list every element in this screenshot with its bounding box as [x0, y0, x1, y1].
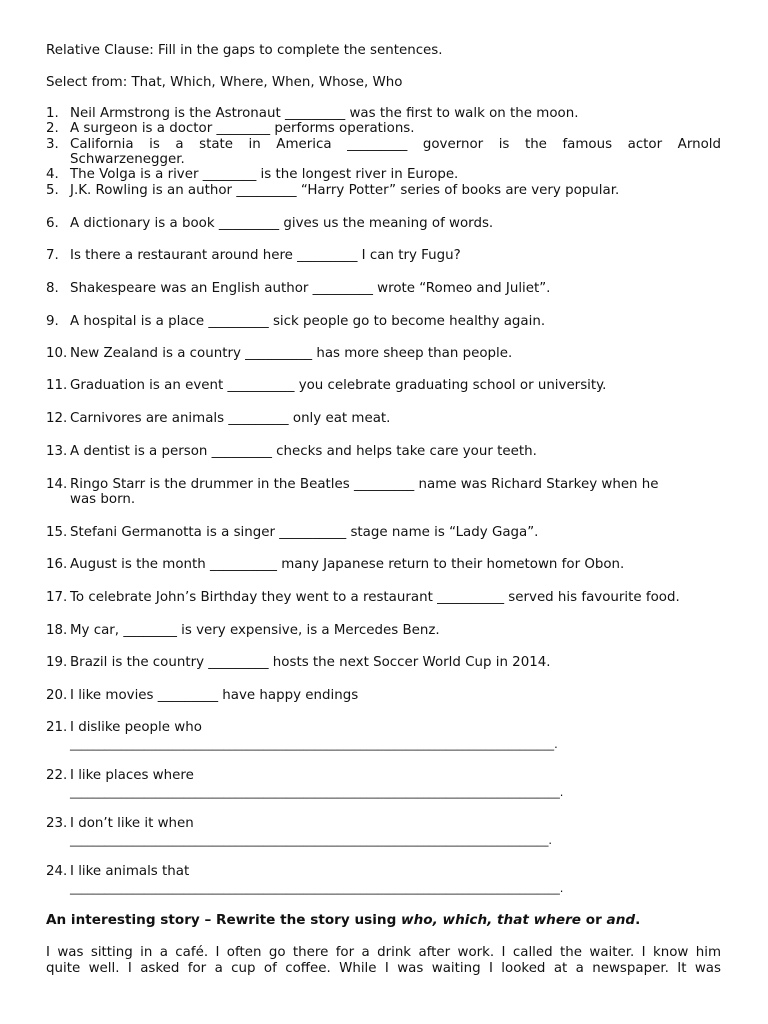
item-number: 22.	[46, 768, 68, 783]
story-line: quite well. I asked for a cup of coffee. While I was waiting I looked at a newspaper. It was	[46, 961, 721, 976]
item-text: Is there a restaurant around here _________ I can try Fugu?	[70, 248, 461, 263]
item-number: 3.	[46, 137, 59, 152]
item-number: 13.	[46, 444, 68, 459]
item-text: J.K. Rowling is an author _________ “Harry Potter” series of books are very popular.	[70, 183, 620, 198]
item-number: 20.	[46, 688, 68, 703]
item-text: I like movies _________ have happy endings	[70, 688, 359, 703]
item-number: 15.	[46, 525, 68, 540]
item-number: 17.	[46, 590, 68, 605]
story-heading-words: who, which, that where	[401, 912, 582, 928]
item-number: 12.	[46, 411, 68, 426]
item-number: 2.	[46, 121, 59, 136]
item-number: 18.	[46, 623, 68, 638]
answer-line: _____________________________________________________________________________________.	[70, 737, 558, 751]
story-heading	[46, 912, 640, 928]
item-number: 19.	[46, 655, 68, 670]
item-text: Neil Armstrong is the Astronaut _________ was the first to walk on the moon.	[70, 106, 579, 121]
answer-line: ______________________________________________________________________________________.	[70, 785, 564, 799]
item-number: 5.	[46, 183, 59, 198]
story-heading-last: and	[606, 912, 636, 928]
item-continuation: was born.	[70, 492, 136, 507]
item-text: A hospital is a place _________ sick people go to become healthy again.	[70, 314, 546, 329]
item-text: A dictionary is a book _________ gives us the meaning of words.	[70, 216, 494, 231]
item-text: I don’t like it when	[70, 816, 194, 831]
item-text: Carnivores are animals _________ only eat meat.	[70, 411, 391, 426]
item-text: To celebrate John’s Birthday they went to a restaurant __________ served his favourite food.	[70, 590, 680, 605]
item-text: The Volga is a river ________ is the longest river in Europe.	[70, 167, 459, 182]
item-number: 24.	[46, 864, 68, 879]
item-number: 4.	[46, 167, 59, 182]
story-heading-prefix: An interesting story – Rewrite the story using	[46, 912, 402, 928]
item-number: 16.	[46, 557, 68, 572]
story-heading-end: .	[635, 912, 641, 928]
item-text: Shakespeare was an English author _________ wrote “Romeo and Juliet”.	[70, 281, 551, 296]
item-text: California is a state in America _________ governor is the famous actor Arnold	[70, 137, 721, 152]
item-text: Ringo Starr is the drummer in the Beatles _________ name was Richard Starkey when he	[70, 477, 659, 492]
answer-line: ______________________________________________________________________________________.	[70, 881, 564, 895]
answer-line: ____________________________________________________________________________________.	[70, 833, 553, 847]
select-from-line: Select from: That, Which, Where, When, Whose, Who	[46, 75, 403, 90]
item-text: Graduation is an event __________ you celebrate graduating school or university.	[70, 378, 607, 393]
item-text: Stefani Germanotta is a singer __________ stage name is “Lady Gaga”.	[70, 525, 539, 540]
item-text: I like animals that	[70, 864, 190, 879]
item-text: I like places where	[70, 768, 194, 783]
item-number: 23.	[46, 816, 68, 831]
item-number: 9.	[46, 314, 59, 329]
item-number: 6.	[46, 216, 59, 231]
item-text: New Zealand is a country __________ has more sheep than people.	[70, 346, 513, 361]
item-text: My car, ________ is very expensive, is a Mercedes Benz.	[70, 623, 440, 638]
worksheet-title: Relative Clause: Fill in the gaps to complete the sentences.	[46, 43, 443, 58]
item-text: A dentist is a person _________ checks and helps take care your teeth.	[70, 444, 537, 459]
item-text: August is the month __________ many Japanese return to their hometown for Obon.	[70, 557, 625, 572]
item-text: A surgeon is a doctor ________ performs operations.	[70, 121, 415, 136]
item-number: 10.	[46, 346, 68, 361]
story-line: I was sitting in a café. I often go there for a drink after work. I called the waiter. I know him	[46, 945, 721, 960]
item-number: 21.	[46, 720, 68, 735]
item-text: Brazil is the country _________ hosts the next Soccer World Cup in 2014.	[70, 655, 551, 670]
item-number: 11.	[46, 378, 68, 393]
item-number: 1.	[46, 106, 59, 121]
item-number: 7.	[46, 248, 59, 263]
story-heading-middle: or	[581, 912, 607, 928]
item-number: 8.	[46, 281, 59, 296]
item-number: 14.	[46, 477, 68, 492]
item-continuation: Schwarzenegger.	[70, 152, 185, 167]
item-text: I dislike people who	[70, 720, 202, 735]
